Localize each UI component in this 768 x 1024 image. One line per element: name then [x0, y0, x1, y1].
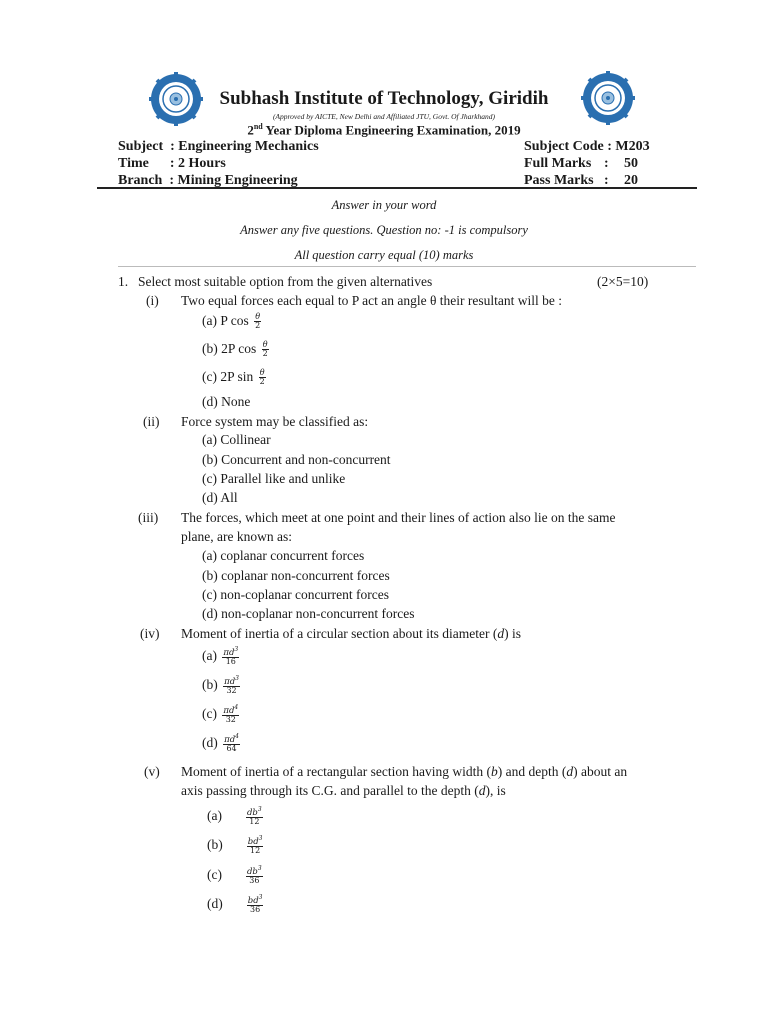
option-d: (d) non-coplanar non-concurrent forces [202, 606, 415, 621]
pass-marks-colon: : [604, 173, 609, 188]
option-c: (c) $\frac{db^3}{36}$ [207, 865, 262, 886]
option-a: (a) Collinear [202, 432, 271, 447]
option-b: (b) 2P cos $\frac{\theta}{2}$ [202, 340, 268, 359]
option-d: (d) $\frac{\pi d^4}{64}$ [202, 733, 239, 754]
subquestion-text: Moment of inertia of a circular section about its diameter (d) is [181, 626, 522, 641]
option-d: (d) All [202, 490, 238, 505]
subquestion-text-line2: axis passing through its C.G. and parallel to the depth (d), is [181, 783, 506, 798]
question-marks: (2×5=10) [597, 274, 649, 289]
subquestion-number: (i) [146, 293, 159, 308]
option-a: (a) coplanar concurrent forces [202, 548, 365, 563]
header-divider [97, 187, 697, 189]
option-c: (c) 2P sin $\frac{\theta}{2}$ [202, 368, 265, 387]
subquestion-number: (ii) [143, 414, 160, 429]
option-c: (c) $\frac{\pi d^4}{32}$ [202, 704, 239, 725]
full-marks-value: 50 [624, 156, 638, 171]
subject-code: Subject Code : M203 [524, 139, 650, 154]
fraction: $\frac{\pi d^4}{64}$ [224, 733, 239, 754]
subquestion-text: Moment of inertia of a rectangular section having width (b) and depth (d) about an [181, 764, 628, 779]
question-number: 1. [118, 274, 129, 289]
fraction: $\frac{\theta}{2}$ [259, 368, 265, 387]
full-marks-colon: : [604, 156, 609, 171]
exam-title: 2nd Year Diploma Engineering Examination, 2019 [247, 122, 521, 138]
pass-marks-label: Pass Marks [524, 173, 594, 188]
subquestion-number: (v) [144, 764, 160, 779]
fraction: $\frac{\pi d^4}{32}$ [223, 704, 239, 725]
approval-note: (Approved by AICTE, New Delhi and Affiliated JTU, Govt. Of Jharkhand) [272, 112, 496, 121]
full-marks-label: Full Marks [524, 156, 592, 171]
fraction: $\frac{bd^3}{36}$ [247, 894, 263, 915]
fraction: $\frac{\theta}{2}$ [255, 312, 261, 331]
subquestion-text: Two equal forces each equal to P act an angle θ their resultant will be : [181, 293, 563, 308]
pass-marks-value: 20 [624, 173, 638, 188]
instruction-2: Answer any five questions. Question no: -1 is compulsory [240, 223, 528, 237]
subquestion-text: The forces, which meet at one point and their lines of action also lie on the same [181, 510, 616, 525]
option-a: (a) P cos $\frac{\theta}{2}$ [202, 312, 261, 331]
option-b: (b) $\frac{bd^3}{12}$ [207, 835, 263, 856]
option-c: (c) non-coplanar concurrent forces [202, 587, 390, 602]
fraction: $\frac{bd^3}{12}$ [247, 835, 263, 856]
fraction: $\frac{\pi d^3}{16}$ [223, 646, 239, 667]
subquestion-text-line2: plane, are known as: [181, 529, 292, 544]
institute-title: Subhash Institute of Technology, Giridih [219, 88, 549, 109]
branch-line: Branch : Mining Engineering [118, 173, 298, 188]
question-text: Select most suitable option from the given alternatives [138, 274, 433, 289]
subquestion-text: Force system may be classified as: [181, 414, 369, 429]
instruction-1: Answer in your word [331, 198, 437, 212]
instructions-divider [118, 266, 696, 267]
subject-line: Subject : Engineering Mechanics [118, 139, 319, 154]
subquestion-number: (iii) [138, 510, 159, 525]
fraction: $\frac{\pi d^3}{32}$ [224, 675, 239, 696]
fraction: $\frac{\theta}{2}$ [262, 340, 268, 359]
option-a: (a) $\frac{\pi d^3}{16}$ [202, 646, 239, 667]
option-d: (d) $\frac{bd^3}{36}$ [207, 894, 263, 915]
fraction: $\frac{db^3}{12}$ [246, 806, 262, 827]
fraction: $\frac{db^3}{36}$ [246, 865, 262, 886]
instruction-3: All question carry equal (10) marks [294, 248, 474, 262]
option-a: (a) $\frac{db^3}{12}$ [207, 806, 262, 827]
option-b: (b) $\frac{\pi d^3}{32}$ [202, 675, 239, 696]
subquestion-number: (iv) [140, 626, 160, 641]
time-line: Time : 2 Hours [118, 156, 226, 171]
option-d: (d) None [202, 394, 251, 409]
option-c: (c) Parallel like and unlike [202, 471, 346, 486]
option-b: (b) coplanar non-concurrent forces [202, 568, 390, 583]
option-b: (b) Concurrent and non-concurrent [202, 452, 391, 467]
